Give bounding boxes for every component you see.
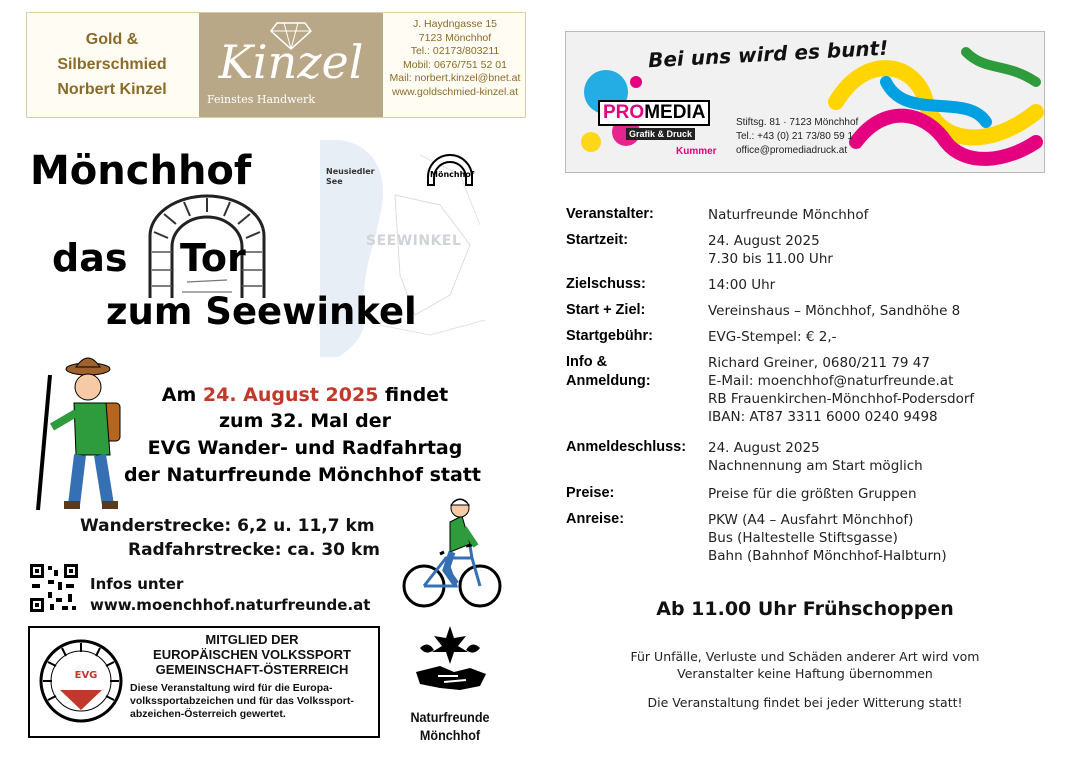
title-zum-seewinkel: zum Seewinkel xyxy=(106,290,417,333)
evg-heading xyxy=(130,632,374,677)
qr-code-icon[interactable] xyxy=(28,562,80,614)
evg-heading-3: GEMEINSCHAFT-ÖSTERREICH xyxy=(155,662,349,677)
label-zielschuss: Zielschuss: xyxy=(566,276,646,292)
label-veranstalter: Veranstalter: xyxy=(566,206,654,222)
kinzel-phone: Tel.: 02173/803211 xyxy=(410,45,500,57)
liability-note-2: Veranstalter keine Haftung übernommen xyxy=(677,666,933,681)
label-startgebuehr: Startgebühr: xyxy=(566,328,653,344)
kinzel-contact xyxy=(385,13,525,117)
walk-distance: Wanderstrecke: 6,2 u. 11,7 km xyxy=(80,516,375,536)
event-date: 24. August 2025 xyxy=(202,384,379,406)
label-anmeldung: Anmeldung: xyxy=(566,373,651,389)
kinzel-logo-name: Kinzel xyxy=(218,35,364,89)
infos-url[interactable]: www.moenchhof.naturfreunde.at xyxy=(90,596,371,614)
evg-body xyxy=(130,682,374,721)
value-info-bank: RB Frauenkirchen-Mönchhof-Podersdorf xyxy=(708,391,975,407)
event-pre: Am xyxy=(161,384,203,406)
value-anreise-3: Bahn (Bahnhof Mönchhof-Halbturn) xyxy=(708,548,947,564)
naturfreunde-logo-icon xyxy=(410,620,490,700)
value-startzeit-1: 24. August 2025 xyxy=(708,233,820,249)
promedia-tel: Tel.: +43 (0) 21 73/80 59 1 xyxy=(736,131,854,142)
title-das: das xyxy=(52,236,128,280)
value-preise: Preise für die größten Gruppen xyxy=(708,486,917,502)
promedia-ad xyxy=(565,31,1045,173)
infos-label: Infos unter xyxy=(90,575,184,593)
kinzel-street: J. Haydngasse 15 xyxy=(412,18,498,30)
event-line-4: der Naturfreunde Mönchhof statt xyxy=(124,464,481,486)
evg-heading-2: EUROPÄISCHEN VOLKSSPORT xyxy=(153,647,351,662)
title-moenchhof: Mönchhof xyxy=(30,148,252,194)
label-start-ziel: Start + Ziel: xyxy=(566,302,646,318)
kinzel-logo-tagline: Feinstes Handwerk xyxy=(207,93,315,106)
bike-distance: Radfahrstrecke: ca. 30 km xyxy=(128,540,380,560)
label-preise: Preise: xyxy=(566,485,615,501)
label-anmeldeschluss: Anmeldeschluss: xyxy=(566,439,687,455)
weather-note: Die Veranstaltung findet bei jeder Witterung statt! xyxy=(647,695,963,710)
kinzel-line-2: Silberschmied xyxy=(57,56,167,73)
event-line-3: EVG Wander- und Radfahrtag xyxy=(147,437,463,459)
kinzel-line-3: Norbert Kinzel xyxy=(57,81,167,98)
value-veranstalter: Naturfreunde Mönchhof xyxy=(708,207,869,223)
evg-heading-1: MITGLIED DER xyxy=(205,632,299,647)
evg-body-1: Diese Veranstaltung wird für die Europa- xyxy=(130,682,333,694)
event-line-1 xyxy=(130,384,480,406)
promedia-address: Stiftsg. 81 · 7123 Mönchhof xyxy=(736,117,859,128)
naturfreunde-wordmark xyxy=(401,708,498,744)
kinzel-business-name xyxy=(27,13,197,117)
evg-badge-text: EVG xyxy=(74,670,98,681)
cyclist-icon xyxy=(400,496,504,611)
evg-body-2: volkssportabzeichen und für das Volkssport- xyxy=(130,695,354,707)
evg-membership-box xyxy=(28,626,380,738)
kinzel-ad xyxy=(26,12,526,118)
promedia-brand xyxy=(598,100,710,126)
map-sign-label: Mönchhof xyxy=(430,170,475,179)
label-anreise: Anreise: xyxy=(566,511,625,527)
value-anmeldeschluss-1: 24. August 2025 xyxy=(708,440,820,456)
value-info-iban: IBAN: AT87 3311 6000 0240 9498 xyxy=(708,409,938,425)
kinzel-logo xyxy=(199,13,383,117)
kinzel-mobile: Mobil: 0676/751 52 01 xyxy=(403,58,507,71)
fruehschoppen-heading: Ab 11.00 Uhr Frühschoppen xyxy=(656,598,954,620)
kinzel-web: www.goldschmied-kinzel.at xyxy=(391,85,519,98)
value-info-email[interactable]: E-Mail: moenchhof@naturfreunde.at xyxy=(708,373,954,389)
map-lake-label: Neusiedler See xyxy=(326,167,375,186)
kinzel-line-1: Gold & xyxy=(85,31,139,48)
promedia-brand-sub: Grafik & Druck xyxy=(626,128,695,140)
evg-body-3: abzeichen-Österreich gewertet. xyxy=(130,708,286,720)
value-anmeldeschluss-2: Nachnennung am Start möglich xyxy=(708,458,923,474)
event-line-2: zum 32. Mal der xyxy=(219,410,391,432)
value-start-ziel: Vereinshaus – Mönchhof, Sandhöhe 8 xyxy=(708,303,961,319)
label-startzeit: Startzeit: xyxy=(566,232,629,248)
promedia-owner: Kummer xyxy=(676,146,717,157)
value-anreise-1: PKW (A4 – Ausfahrt Mönchhof) xyxy=(708,512,914,528)
promedia-slogan: Bei uns wird es bunt! xyxy=(647,35,889,73)
label-info: Info & xyxy=(566,354,608,370)
promedia-mail: office@promediadruck.at xyxy=(736,145,848,156)
evg-badge-icon xyxy=(38,638,124,724)
promedia-brand-b: MEDIA xyxy=(644,102,706,123)
value-info-contact: Richard Greiner, 0680/211 79 47 xyxy=(708,355,930,371)
kinzel-city: 7123 Mönchhof xyxy=(418,31,492,44)
event-post: findet xyxy=(378,384,449,406)
promedia-brand-a: PRO xyxy=(603,102,645,123)
promedia-contact xyxy=(736,116,858,158)
value-anreise-2: Bus (Haltestelle Stiftsgasse) xyxy=(708,530,898,546)
liability-note-1: Für Unfälle, Verluste und Schäden anderer Art wird vom xyxy=(630,649,980,664)
hiker-icon xyxy=(30,355,130,515)
kinzel-mail: Mail: norbert.kinzel@bnet.at xyxy=(389,72,521,84)
value-startgebuehr: EVG-Stempel: € 2,- xyxy=(708,329,837,345)
value-zielschuss: 14:00 Uhr xyxy=(708,277,776,293)
map-region-label: SEEWINKEL xyxy=(366,233,462,249)
naturfreunde-line-1: Naturfreunde xyxy=(410,709,490,725)
value-startzeit-2: 7.30 bis 11.00 Uhr xyxy=(708,251,833,267)
naturfreunde-line-2: Mönchhof xyxy=(419,727,481,743)
title-tor: Tor xyxy=(180,236,246,280)
